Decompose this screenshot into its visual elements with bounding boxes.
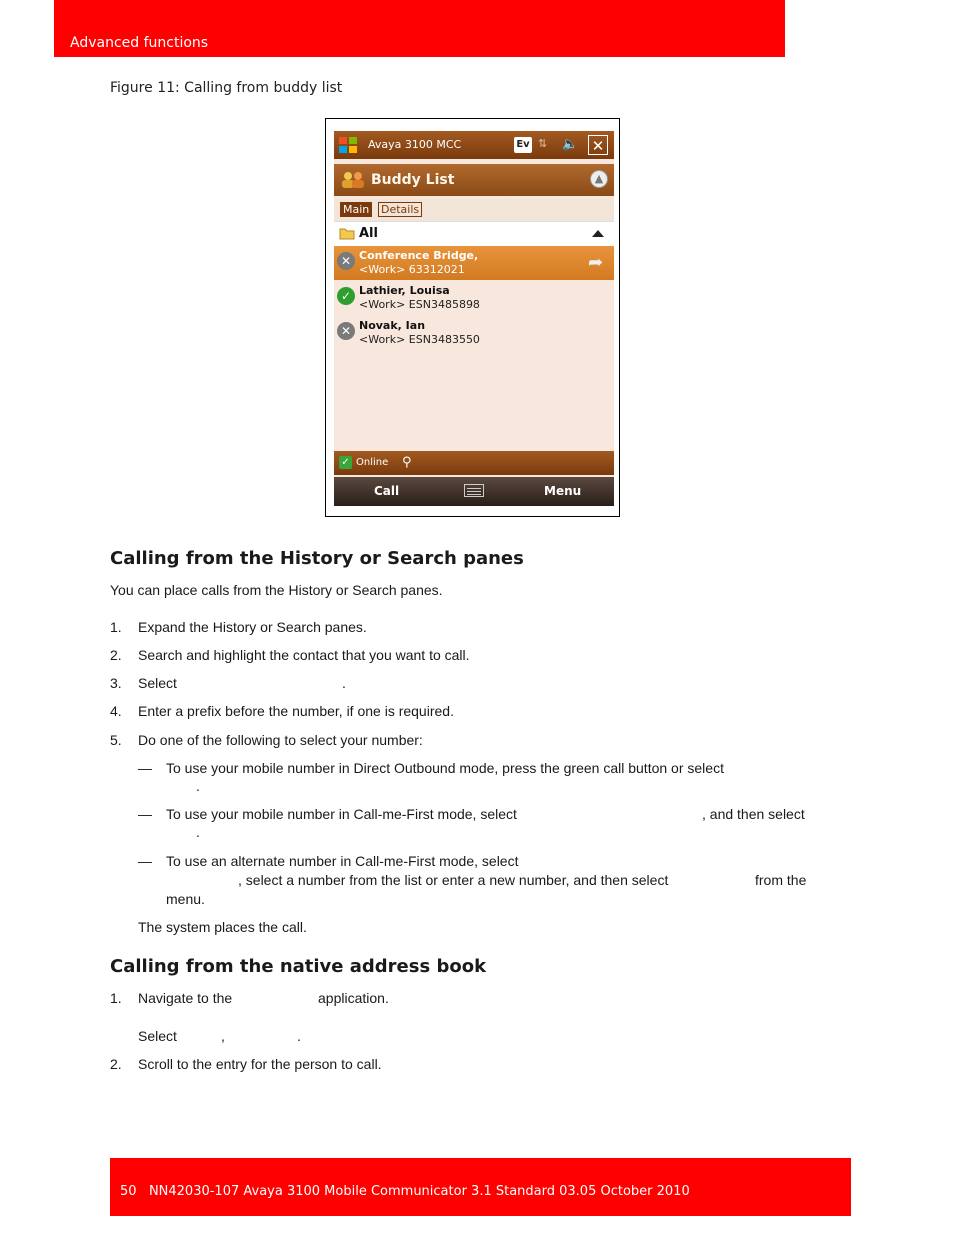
keyboard-icon[interactable] <box>464 484 484 497</box>
contact-row[interactable] <box>334 316 614 350</box>
step-text: Scroll to the entry for the person to call. <box>138 1056 382 1072</box>
folder-icon <box>339 226 355 240</box>
step-number: 2. <box>110 1056 122 1072</box>
bullet-text: , and then select <box>702 806 805 822</box>
step-number: 5. <box>110 732 122 748</box>
pane-title: Buddy List <box>371 172 455 188</box>
online-status-icon: ✓ <box>337 287 355 305</box>
figure-frame <box>325 118 620 517</box>
section-heading-native: Calling from the native address book <box>110 956 487 977</box>
step-text: Expand the History or Search panes. <box>138 619 367 635</box>
tab-details[interactable]: Details <box>378 202 422 217</box>
phone-screenshot <box>334 131 614 506</box>
group-label: All <box>359 226 378 241</box>
step-punct: , <box>221 1028 225 1044</box>
step-punct: . <box>342 675 346 691</box>
bullet-dash: — <box>138 760 152 776</box>
footer-bar <box>110 1158 851 1216</box>
step-text: application. <box>318 990 389 1006</box>
contact-name: Conference Bridge, <box>359 249 479 262</box>
figure-caption: Figure 11: Calling from buddy list <box>110 80 343 96</box>
step-text: Select <box>138 675 177 691</box>
tab-main[interactable]: Main <box>340 202 372 217</box>
bullet-text: . <box>196 824 200 840</box>
collapse-up-icon[interactable]: ▲ <box>590 170 608 188</box>
group-header-all[interactable] <box>334 221 614 247</box>
step-punct: . <box>297 1028 301 1044</box>
step-text: Search and highlight the contact that you want to call. <box>138 647 470 663</box>
bullet-text: , select a number from the list or enter a new number, and then select <box>238 872 669 888</box>
pane-header[interactable] <box>334 164 614 196</box>
step-text: Select <box>138 1028 177 1044</box>
step-number: 2. <box>110 647 122 663</box>
signal-icon: ⇅ <box>538 137 548 150</box>
contact-name: Lathier, Louisa <box>359 284 450 297</box>
section-title: Advanced functions <box>70 35 209 51</box>
online-check-icon[interactable]: ✓ <box>339 456 352 469</box>
close-icon[interactable]: ✕ <box>588 135 608 155</box>
app-title: Avaya 3100 MCC <box>368 138 462 151</box>
step-number: 3. <box>110 675 122 691</box>
bullet-text: menu. <box>166 891 205 907</box>
ev-icon: Ev <box>514 137 532 153</box>
bullet-text: To use your mobile number in Direct Outbound mode, press the green call button or select <box>166 760 724 776</box>
bullet-text: . <box>196 778 200 794</box>
presence-status[interactable]: Online <box>356 457 389 468</box>
step-number: 4. <box>110 703 122 719</box>
section-heading-history: Calling from the History or Search panes <box>110 548 524 569</box>
header-bar <box>54 0 785 57</box>
step-number: 1. <box>110 990 122 1006</box>
menu-softkey[interactable]: Menu <box>544 484 582 498</box>
bullet-text: To use your mobile number in Call-me-First mode, select <box>166 806 517 822</box>
contact-number: <Work> 63312021 <box>359 263 465 276</box>
bullet-text: from the <box>755 872 807 888</box>
forward-arrow-icon[interactable]: ➦ <box>588 252 604 273</box>
contact-name: Novak, Ian <box>359 319 426 332</box>
footer-text: 50 NN42030-107 Avaya 3100 Mobile Communicator 3.1 Standard 03.05 October 2010 <box>120 1184 690 1199</box>
softkey-bar <box>334 477 614 506</box>
contact-row[interactable] <box>334 281 614 315</box>
step-text: Enter a prefix before the number, if one is required. <box>138 703 454 719</box>
contact-row[interactable] <box>334 246 614 280</box>
offline-status-icon: ✕ <box>337 322 355 340</box>
status-bar <box>334 451 614 475</box>
step-text: Navigate to the <box>138 990 233 1006</box>
buddy-icon <box>340 171 366 189</box>
contact-number: <Work> ESN3483550 <box>359 333 480 346</box>
step-text: Do one of the following to select your number: <box>138 732 423 748</box>
contact-number: <Work> ESN3485898 <box>359 298 480 311</box>
offline-status-icon: ✕ <box>337 252 355 270</box>
step-number: 1. <box>110 619 122 635</box>
search-icon[interactable]: ⚲ <box>402 455 412 470</box>
result-text: The system places the call. <box>138 919 307 935</box>
bullet-dash: — <box>138 806 152 822</box>
tab-bar <box>334 199 614 221</box>
phone-title-bar <box>334 131 614 159</box>
bullet-dash: — <box>138 853 152 869</box>
windows-start-icon[interactable] <box>338 136 358 154</box>
call-softkey[interactable]: Call <box>374 484 400 498</box>
bullet-text: To use an alternate number in Call-me-First mode, select <box>166 853 519 869</box>
history-intro: You can place calls from the History or Search panes. <box>110 582 443 598</box>
speaker-muted-icon[interactable]: 🔈 <box>562 137 579 152</box>
collapse-triangle-icon[interactable] <box>592 230 604 237</box>
